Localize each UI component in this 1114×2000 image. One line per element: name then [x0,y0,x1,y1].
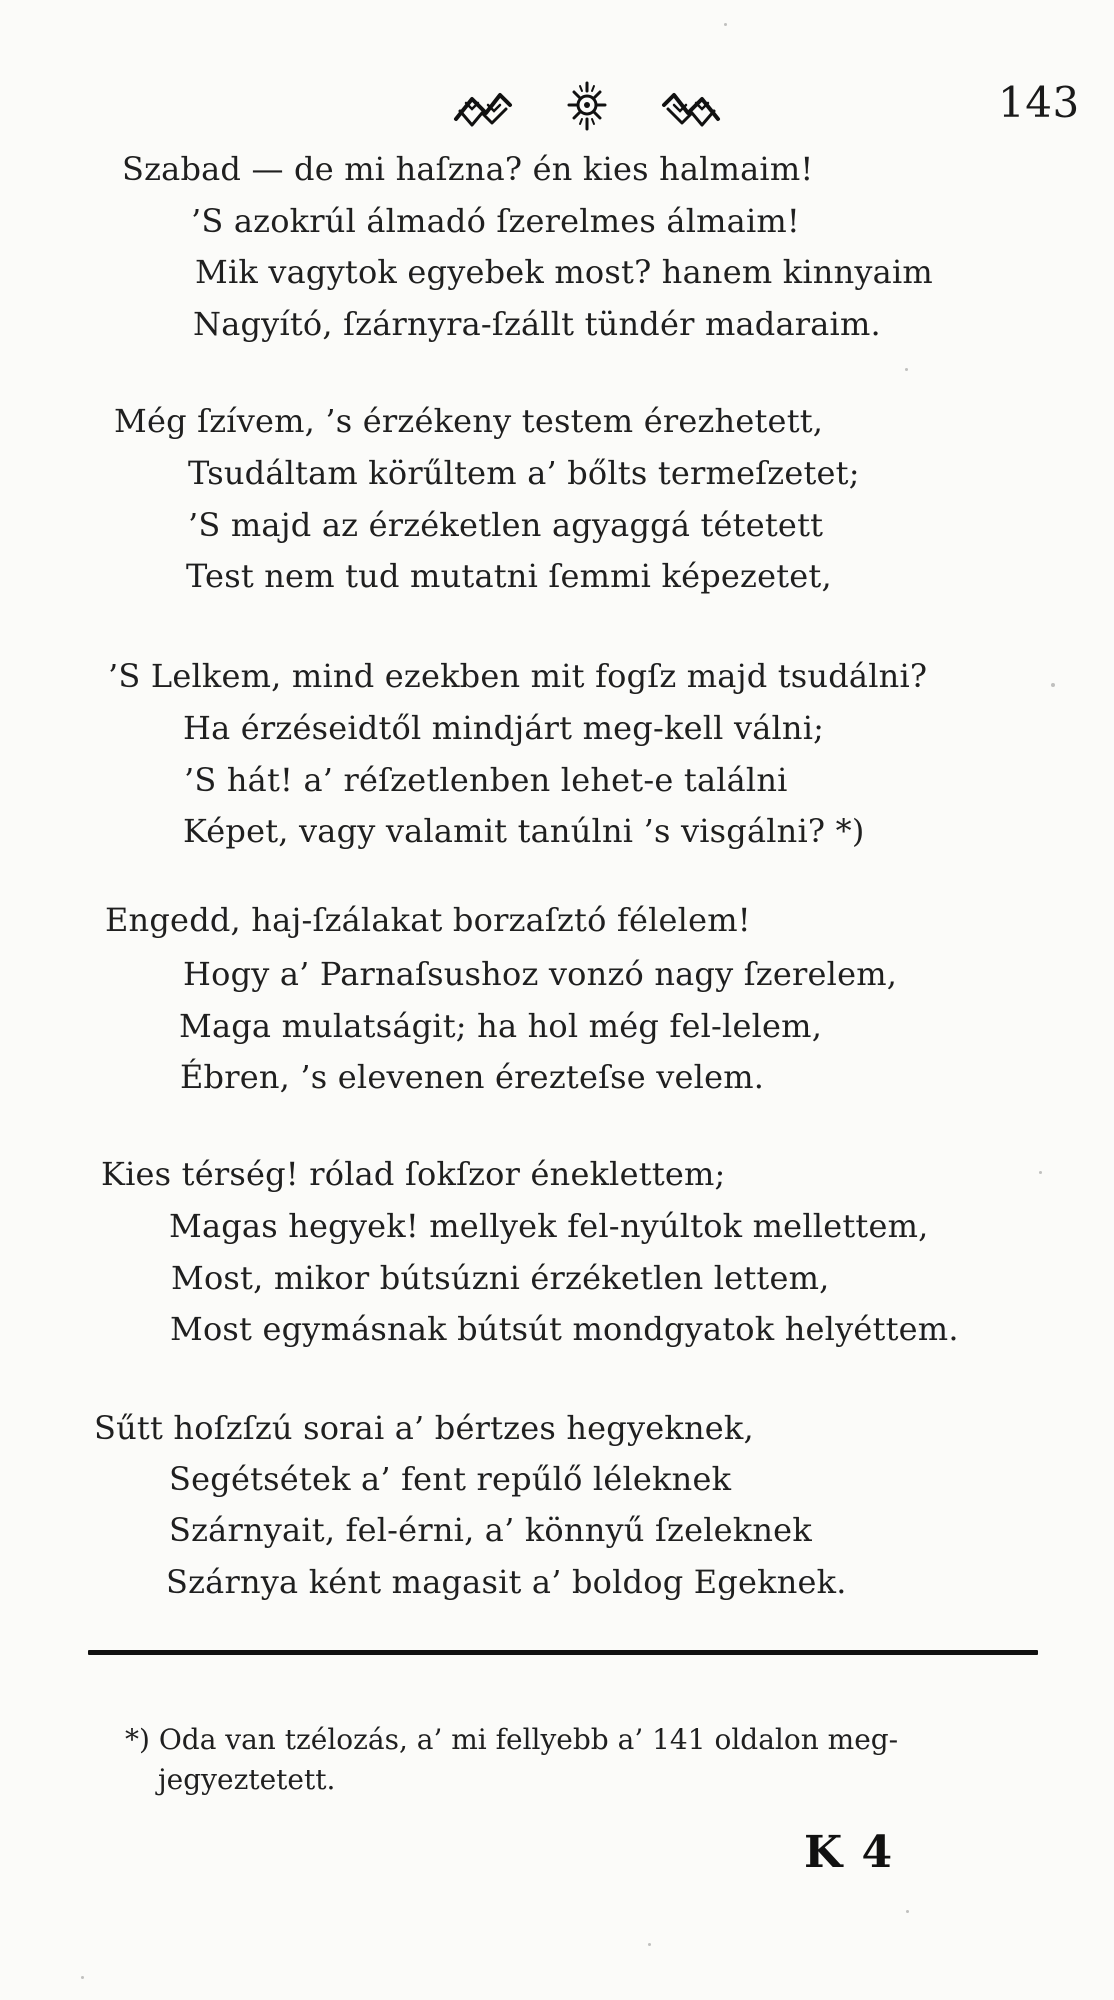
poem-line: Magas hegyek! mellyek fel-nyúltok mellettem, [169,1207,929,1245]
poem-line: Képet, vagy valamit tanúlni ’s visgálni? *) [183,812,865,850]
poem-line: ’S azokrúl álmadó ſzerelmes álmaim! [191,202,800,240]
poem-line: ’S Lelkem, mind ezekben mit fogſz majd tsudálni? [108,657,928,695]
poem-line: ’S hát! a’ réſzetlenben lehet-e találni [184,761,788,799]
paper-speckle [81,1976,84,1979]
poem-line: Most egymásnak bútsút mondgyatok helyéttem. [170,1310,959,1348]
poem-line: ’S majd az érzéketlen agyaggá tétetett [188,506,824,544]
paper-speckle [1039,1171,1042,1174]
poem-line: Szárnyait, fel-érni, a’ könnyű ſzeleknek [169,1511,812,1549]
paper-speckle [648,1943,651,1946]
footnote-line: *) Oda van tzélozás, a’ mi fellyebb a’ 141 oldalon meg- [125,1723,899,1756]
paper-speckle [906,1910,909,1913]
poem-line: Nagyító, ſzárnyra-ſzállt tündér madaraim. [193,305,881,343]
poem-line: Mik vagytok egyebek most? hanem kinnyaim [195,253,933,291]
poem-line: Hogy a’ Parnaſsushoz vonzó nagy ſzerelem, [183,955,898,993]
poem-line: Ha érzéseidtől mindjárt meg-kell válni; [183,709,825,747]
poem-line: Szabad — de mi haſzna? én kies halmaim! [122,150,814,188]
poem-line: Engedd, haj-ſzálakat borzaſztó félelem! [105,901,751,939]
poem-line: Ébren, ’s elevenen érezteſse velem. [180,1058,765,1096]
poem-line: Most, mikor bútsúzni érzéketlen lettem, [171,1259,830,1297]
signature-mark: K 4 [804,1827,895,1878]
poem-line: Tsudáltam körűltem a’ bőlts termeſzetet; [188,454,860,492]
page-number: 143 [998,78,1080,127]
poem-line: Sűtt hoſzſzú sorai a’ bértzes hegyeknek, [94,1409,754,1447]
paper-speckle [905,368,908,371]
footnote [125,1720,1035,1800]
footnote-line-continuation: jegyeztetett. [158,1763,336,1796]
poem-line: Még ſzívem, ’s érzékeny testem érezhetett, [114,402,824,440]
poem-line: Kies térség! rólad ſokſzor éneklettem; [101,1155,726,1193]
paper-speckle [1051,683,1055,687]
footnote-divider [88,1650,1038,1655]
paper-speckle [724,23,727,26]
poem-line: Segétsétek a’ fent repűlő léleknek [169,1460,732,1498]
poem-line: Maga mulatságit; ha hol még fel-lelem, [179,1007,823,1045]
poem-line: Szárnya ként magasit a’ boldog Egeknek. [166,1563,847,1601]
poem-line: Test nem tud mutatni ſemmi képezetet, [186,557,832,595]
